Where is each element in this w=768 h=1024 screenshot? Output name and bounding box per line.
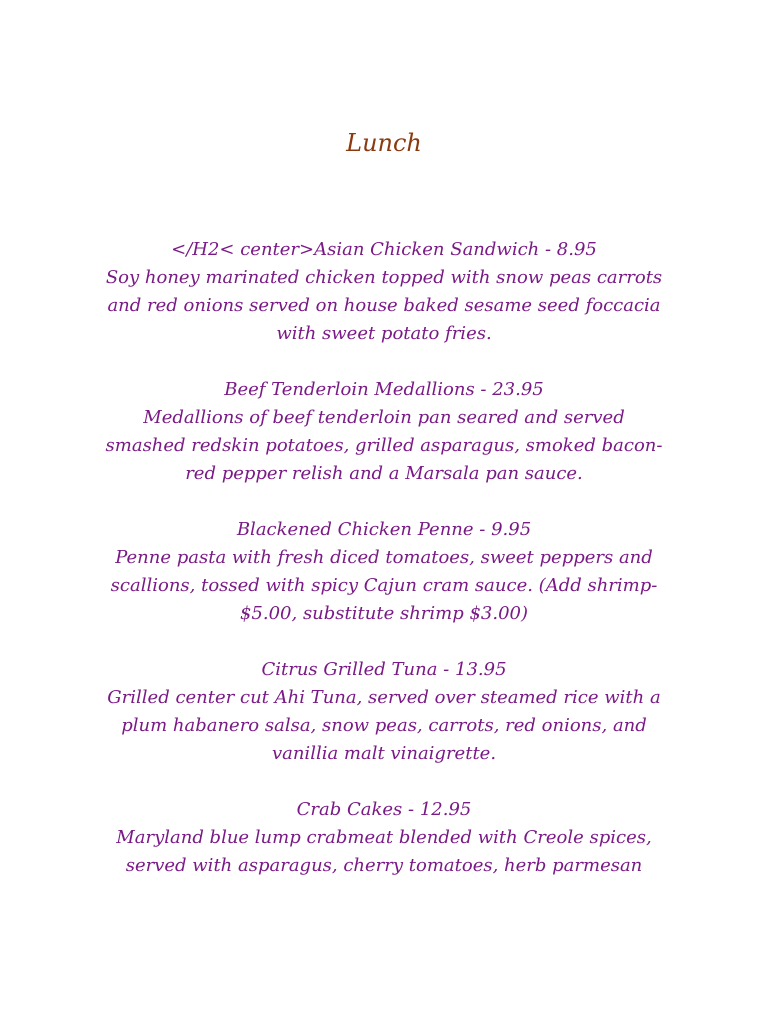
menu-list (0, 236, 768, 880)
menu-item (104, 376, 664, 488)
menu-item (104, 236, 664, 348)
menu-item-name: Beef Tenderloin Medallions - 23.95 (224, 379, 544, 400)
menu-item-description: Medallions of beef tenderloin pan seared and served smashed redskin potatoes, grilled asparagus, smoked bacon-red pepper relish and a Marsala pan sauce. (105, 407, 663, 484)
menu-item-name: Blackened Chicken Penne - 9.95 (236, 519, 532, 540)
menu-item-description: Grilled center cut Ahi Tuna, served over steamed rice with a plum habanero salsa, snow peas, carrots, red onions, and vanillia malt vinaigrette. (107, 687, 661, 764)
menu-item-name: Crab Cakes - 12.95 (296, 799, 472, 820)
menu-item-description: Soy honey marinated chicken topped with snow peas carrots and red onions served on house baked sesame seed foccacia with sweet potato fries. (105, 267, 663, 344)
menu-item-name: </H2< center>Asian Chicken Sandwich - 8.95 (171, 239, 597, 260)
page-title: Lunch (346, 129, 422, 157)
menu-item-name: Citrus Grilled Tuna - 13.95 (261, 659, 507, 680)
menu-item (104, 656, 664, 768)
menu-item-description: Maryland blue lump crabmeat blended with Creole spices, served with asparagus, cherry tomatoes, herb parmesan (116, 827, 652, 876)
menu-item-description: Penne pasta with fresh diced tomatoes, sweet peppers and scallions, tossed with spicy Cajun cram sauce. (Add shrimp- $5.00, substitute shrimp $3.00) (110, 547, 658, 624)
menu-item (104, 516, 664, 628)
menu-item (104, 796, 664, 880)
